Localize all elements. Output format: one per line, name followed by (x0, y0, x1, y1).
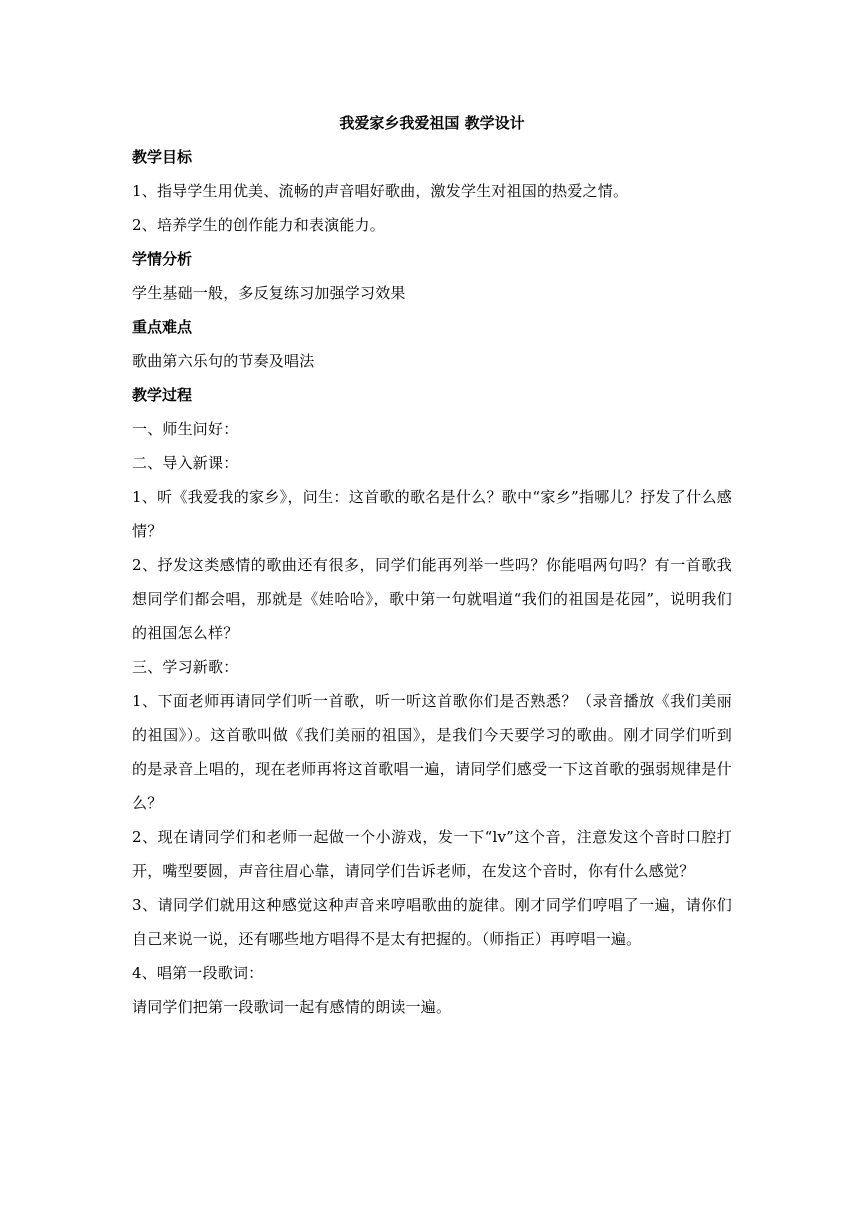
process-step: 三、学习新歌： (132, 658, 239, 676)
process-step: 一、师生问好： (132, 420, 239, 438)
section-heading-process: 教学过程 (132, 386, 193, 404)
analysis-text: 学生基础一般，多反复练习加强学习效果 (132, 284, 406, 302)
process-step: 1、下面老师再请同学们听一首歌，听一听这首歌你们是否熟悉？（录音播放《我们美丽的祖国》）。这首歌叫做《我们美丽的祖国》，是我们今天要学习的歌曲。刚才同学们听到的是录音上唱的，现在老师再将这首歌唱一遍，请同学们感受一下这首歌的强弱规律是什么？ (132, 692, 732, 812)
section-heading-objectives: 教学目标 (132, 148, 193, 166)
objective-item: 1、指导学生用优美、流畅的声音唱好歌曲，激发学生对祖国的热爱之情。 (132, 182, 629, 200)
process-step: 4、唱第一段歌词： (132, 964, 264, 982)
process-step: 请同学们把第一段歌词一起有感情的朗读一遍。 (132, 998, 452, 1016)
process-step: 2、抒发这类感情的歌曲还有很多，同学们能再列举一些吗？你能唱两句吗？有一首歌我想同学们都会唱，那就是《娃哈哈》，歌中第一句就唱道“我们的祖国是花园”，说明我们的祖国怎么样？ (132, 556, 732, 642)
section-heading-analysis: 学情分析 (132, 250, 193, 268)
difficulties-text: 歌曲第六乐句的节奏及唱法 (132, 352, 315, 370)
section-heading-difficulties: 重点难点 (132, 318, 193, 336)
objective-item: 2、培养学生的创作能力和表演能力。 (132, 216, 385, 234)
process-step: 二、导入新课： (132, 454, 239, 472)
document-title: 我爱家乡我爱祖国 教学设计 (339, 114, 525, 132)
process-step: 2、现在请同学们和老师一起做一个小游戏，发一下“lv”这个音，注意发这个音时口腔打开，嘴型要圆，声音往眉心靠，请同学们告诉老师，在发这个音时，你有什么感觉？ (132, 828, 732, 880)
process-step: 3、请同学们就用这种感觉这种声音来哼唱歌曲的旋律。刚才同学们哼唱了一遍，请你们自己来说一说，还有哪些地方唱得不是太有把握的。（师指正）再哼唱一遍。 (132, 896, 732, 948)
document-body (132, 108, 732, 1024)
process-step: 1、听《我爱我的家乡》，问生：这首歌的歌名是什么？歌中“家乡”指哪儿？抒发了什么感情？ (132, 488, 732, 540)
